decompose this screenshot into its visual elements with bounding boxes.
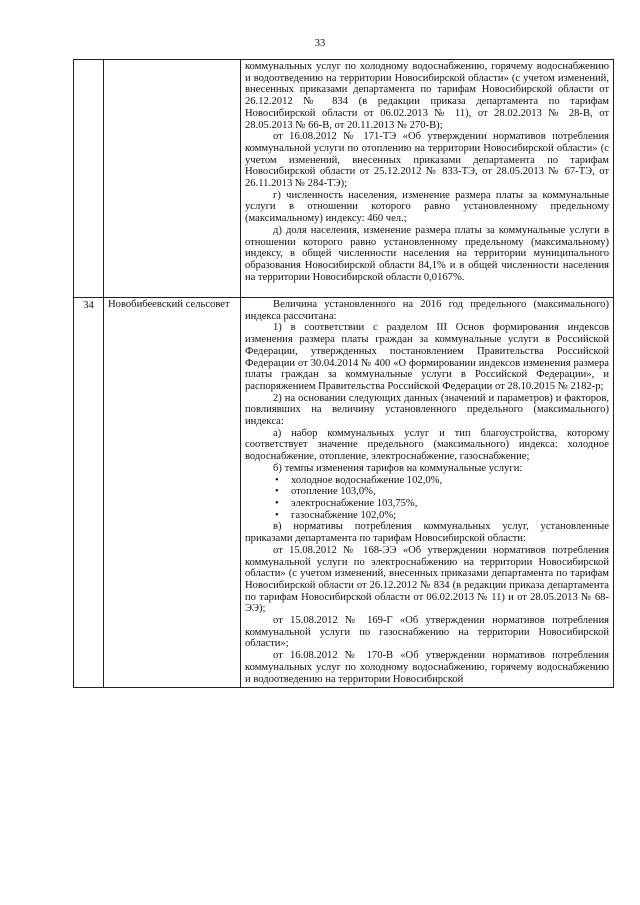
- paragraph: Величина установленного на 2016 год предельного (максимального) индекса рассчитана:: [245, 299, 609, 322]
- description-cell: [241, 298, 614, 688]
- page-number: 33: [314, 38, 326, 49]
- list-item: • электроснабжение 103,75%,: [291, 498, 609, 510]
- paragraph: в) нормативы потребления коммунальных услуг, установленные приказами департамента по тарифам Новосибирской области:: [245, 521, 609, 545]
- tariff-list: [245, 475, 609, 522]
- table-row: [74, 298, 614, 688]
- paragraph: г) численность населения, изменение размера платы за коммунальные услуги в отношении которого равно установленному предельному (максимальному) индексу: 460 чел.;: [245, 189, 609, 225]
- paragraph: от 16.08.2012 № 170-В «Об утверждении нормативов потребления коммунальных услуг по холодному водоснабжению, горячему водоснабжению и водоотведению на территории Новосибирской: [245, 650, 609, 685]
- paragraph: 2) на основании следующих данных (значений и параметров) и факторов, повлиявших на величину установленного предельного (максимального) индекса:: [245, 392, 609, 428]
- paragraph: 1) в соответствии с разделом III Основ формирования индексов изменения размера платы граждан за коммунальные услуги в Российской Федерации, утвержденных постановлением Правительства Российской Федерации от 30.04.2014 № 400 «О формировании индексов изменения размера платы граждан за коммунальные услуги в Российской Федерации», и распоряжением Правительства Российской Федерации от 28.10.2015 № 2182-р;: [245, 322, 609, 392]
- paragraph: д) доля населения, изменение размера платы за коммунальные услуги в отношении которого равно установленному предельному (максимальному) индексу, в общей численности населения на территории муниципального образования Новосибирской области 84,1% и в общей численности населения на территории Новосибирской области 0,0167%.: [245, 224, 609, 283]
- paragraph: коммунальных услуг по холодному водоснабжению, горячему водоснабжению и водоотведению на территории Новосибирской области» (с учетом изменений, внесенных приказами департамента по тарифам Новосибирской области от 26.12.2012 № 834 (в редакции приказа департамента по тарифам Новосибирской области от 06.02.2013 № 11), от 28.02.2013 № 28-В, от 28.05.2013 № 66-В, от 20.11.2013 № 270-В);: [245, 61, 609, 131]
- paragraph: от 15.08.2012 № 169-Г «Об утверждении нормативов потребления коммунальной услуги по газоснабжению на территории Новосибирской области»;: [245, 615, 609, 650]
- municipality-name: Новобибеевский сельсовет: [104, 298, 241, 688]
- description-cell: [241, 60, 614, 298]
- paragraph: от 15.08.2012 № 168-ЭЭ «Об утверждении нормативов потребления коммунальной услуги по электроснабжению на территории Новосибирской области» (с учетом изменений, внесенных приказами департамента по тарифам Новосибирской области от 26.12.2012 № 834 (в редакции приказа департамента по тарифам Новосибирской области от 06.02.2013 № 11) и от 28.05.2013 № 68-ЭЭ);: [245, 544, 609, 615]
- row-number-cell: [74, 60, 104, 298]
- document-table: [73, 59, 614, 688]
- list-item: • газоснабжение 102,0%;: [291, 510, 609, 522]
- paragraph: б) темпы изменения тарифов на коммунальные услуги:: [273, 462, 523, 474]
- municipality-cell: [104, 60, 241, 298]
- table-row: [74, 60, 614, 298]
- list-item: • холодное водоснабжение 102,0%,: [291, 475, 609, 487]
- paragraph: а) набор коммунальных услуг и тип благоустройства, которому соответствует значение предельного (максимального) индекса: холодное водоснабжение, отопление, электроснабжение, газоснабжение;: [245, 427, 609, 463]
- row-number: 34: [74, 298, 104, 688]
- list-item: • отопление 103,0%,: [291, 486, 609, 498]
- paragraph: от 16.08.2012 № 171-ТЭ «Об утверждении нормативов потребления коммунальной услуги по отоплению на территории Новосибирской области» (с учетом изменений, внесенных приказами департамента по тарифам Новосибирской области от 25.12.2012 № 833-ТЭ, от 28.05.2013 № 67-ТЭ, от 26.11.2013 № 284-ТЭ);: [245, 131, 609, 190]
